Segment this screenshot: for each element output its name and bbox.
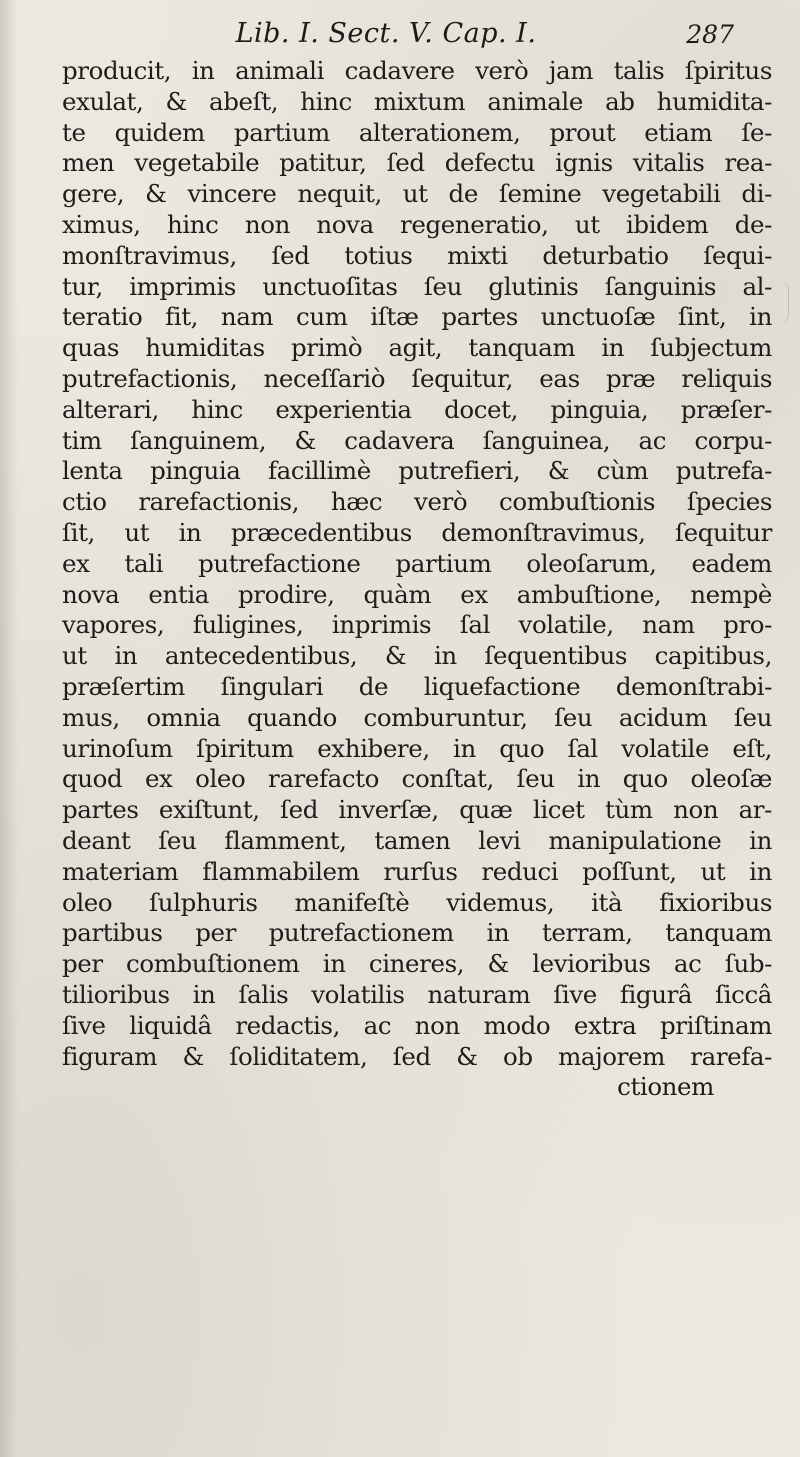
text-line: putrefactionis, neceſſariò ſequitur, eas præ reliquis (62, 363, 772, 393)
body-text (62, 56, 772, 1103)
text-line: teratio fit, nam cum iſtæ partes unctuoſæ ſint, in (62, 302, 772, 332)
text-line: partes exiſtunt, ſed inverſæ, quæ licet tùm non ar- (62, 795, 772, 825)
text-line: monſtravimus, ſed totius mixti deturbatio ſequi- (62, 240, 772, 270)
text-line: alterari, hinc experientia docet, pinguia, præſer- (62, 394, 772, 424)
text-line: quod ex oleo rarefacto conſtat, ſeu in quo oleoſæ (62, 764, 772, 794)
text-line: partibus per putrefactionem in terram, tanquam (62, 918, 772, 948)
page-header (0, 12, 800, 56)
gutter-shadow (0, 0, 18, 1457)
text-line: lenta pinguia facillimè putrefieri, & cùm putrefa- (62, 456, 772, 486)
catchword: ctionem (617, 1072, 714, 1102)
text-line: præſertim ſingulari de liquefactione demonſtrabi- (62, 671, 772, 701)
text-line: nova entia prodire, quàm ex ambuſtione, nempè (62, 579, 772, 609)
text-line: ut in antecedentibus, & in ſequentibus capitibus, (62, 641, 772, 671)
text-line: exulat, & abeſt, hinc mixtum animale ab humidita- (62, 86, 772, 116)
text-line: ximus, hinc non nova regeneratio, ut ibidem de- (62, 209, 772, 239)
page-number: 287 (686, 20, 734, 49)
text-line: oleo ſulphuris manifeſtè videmus, ità fixioribus (62, 887, 772, 917)
text-line: deant ſeu flamment, tamen levi manipulatione in (62, 825, 772, 855)
text-line: per combuſtionem in cineres, & levioribus ac ſub- (62, 949, 772, 979)
text-line: ſive liquidâ redactis, ac non modo extra priſtinam (62, 1010, 772, 1040)
text-line: tim ſanguinem, & cadavera ſanguinea, ac corpu- (62, 425, 772, 455)
text-line: tur, imprimis unctuoſitas ſeu glutinis ſanguinis al- (62, 271, 772, 301)
running-head: Lib. I. Sect. V. Cap. I. (235, 18, 537, 49)
text-line: ctio rarefactionis, hæc verò combuſtionis ſpecies (62, 487, 772, 517)
text-line: urinoſum ſpiritum exhibere, in quo ſal volatile eſt, (62, 733, 772, 763)
text-line: figuram & ſoliditatem, ſed & ob majorem rarefa- (62, 1041, 772, 1071)
text-line: quas humiditas primò agit, tanquam in ſubjectum (62, 333, 772, 363)
text-line: producit, in animali cadavere verò jam talis ſpiritus (62, 56, 772, 85)
text-line: te quidem partium alterationem, prout etiam ſe- (62, 117, 772, 147)
text-line: ſit, ut in præcedentibus demonſtravimus, ſequitur (62, 517, 772, 547)
text-line: materiam flammabilem rurſus reduci poſſunt, ut in (62, 856, 772, 886)
text-line: mus, omnia quando comburuntur, ſeu acidum ſeu (62, 702, 772, 732)
text-line: men vegetabile patitur, ſed defectu ignis vitalis rea- (62, 148, 772, 178)
text-line: tilioribus in ſalis volatilis naturam ſive figurâ ſiccâ (62, 979, 772, 1009)
text-line: vapores, fuligines, inprimis ſal volatile, nam pro- (62, 610, 772, 640)
text-line: ex tali putrefactione partium oleoſarum, eadem (62, 548, 772, 578)
margin-mark (778, 280, 789, 324)
text-line: gere, & vincere nequit, ut de ſemine vegetabili di- (62, 179, 772, 209)
